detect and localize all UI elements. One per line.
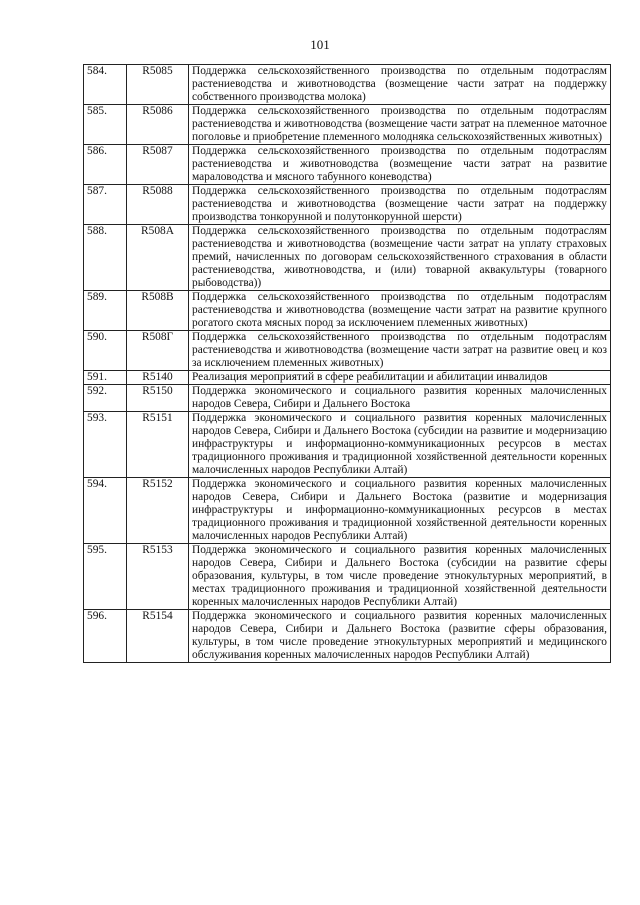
row-description: Поддержка сельскохозяйственного производства по отдельным подотраслям растениеводства и животноводства (возмещение части затрат на развитие овец и коз за исключением племенных животных) — [189, 331, 611, 371]
row-code: R508В — [127, 291, 189, 331]
table-row — [84, 145, 611, 185]
row-number: 595. — [84, 544, 127, 610]
row-number: 585. — [84, 105, 127, 145]
row-number: 584. — [84, 65, 127, 105]
row-description: Реализация мероприятий в сфере реабилитации и абилитации инвалидов — [189, 371, 611, 385]
row-code: R508Г — [127, 331, 189, 371]
table-row — [84, 65, 611, 105]
row-description: Поддержка сельскохозяйственного производства по отдельным подотраслям растениеводства и животноводства (возмещение части затрат на поддержку производства тонкорунной и полутонкорунной шерсти) — [189, 185, 611, 225]
row-number: 587. — [84, 185, 127, 225]
row-code: R5154 — [127, 610, 189, 663]
row-number: 586. — [84, 145, 127, 185]
budget-code-table — [83, 64, 611, 663]
row-description: Поддержка экономического и социального развития коренных малочисленных народов Севера, Сибири и Дальнего Востока (развитие сферы образования, культуры, в том числе проведение этнокультурных мероприятий и медицинского обслуживания коренных малочисленных народов Республики Алтай) — [189, 610, 611, 663]
row-code: R5088 — [127, 185, 189, 225]
table-row — [84, 478, 611, 544]
table-row — [84, 412, 611, 478]
table-row — [84, 225, 611, 291]
table-row — [84, 105, 611, 145]
row-number: 590. — [84, 331, 127, 371]
row-number: 589. — [84, 291, 127, 331]
row-description: Поддержка сельскохозяйственного производства по отдельным подотраслям растениеводства и животноводства (возмещение части затрат на развитие крупного рогатого скота мясных пород за исключением племенных животных) — [189, 291, 611, 331]
row-number: 594. — [84, 478, 127, 544]
table-body — [84, 65, 611, 663]
table-row — [84, 385, 611, 412]
row-code: R5151 — [127, 412, 189, 478]
row-description: Поддержка сельскохозяйственного производства по отдельным подотраслям растениеводства и животноводства (возмещение части затрат на развитие мараловодства и мясного табунного коневодства) — [189, 145, 611, 185]
table-row — [84, 185, 611, 225]
page-number: 101 — [310, 37, 330, 52]
row-description: Поддержка экономического и социального развития коренных малочисленных народов Севера, Сибири и Дальнего Востока (субсидии на развитие и модернизацию инфраструктуры и информационно-коммуникационных ресурсов в местах традиционного проживания и традиционной хозяйственной деятельности коренных малочисленных народов Республики Алтай) — [189, 412, 611, 478]
row-code: R5152 — [127, 478, 189, 544]
row-number: 592. — [84, 385, 127, 412]
row-code: R5087 — [127, 145, 189, 185]
row-code: R5085 — [127, 65, 189, 105]
row-description: Поддержка сельскохозяйственного производства по отдельным подотраслям растениеводства и животноводства (возмещение части затрат на уплату страховых премий, начисленных по договорам сельскохозяйственного страхования в области растениеводства, животноводства, и (или) товарной аквакультуры (товарного рыбоводства)) — [189, 225, 611, 291]
table-row — [84, 371, 611, 385]
table-row — [84, 544, 611, 610]
row-description: Поддержка экономического и социального развития коренных малочисленных народов Севера, Сибири и Дальнего Востока (развитие и модернизация инфраструктуры и информационно-коммуникационных ресурсов в местах традиционного проживания и традиционной хозяйственной деятельности коренных малочисленных народов Республики Алтай) — [189, 478, 611, 544]
row-code: R5140 — [127, 371, 189, 385]
row-code: R5150 — [127, 385, 189, 412]
row-number: 596. — [84, 610, 127, 663]
row-number: 591. — [84, 371, 127, 385]
table-row — [84, 331, 611, 371]
row-description: Поддержка сельскохозяйственного производства по отдельным подотраслям растениеводства и животноводства (возмещение части затрат на племенное маточное поголовье и приобретение племенного молодняка сельскохозяйственных животных) — [189, 105, 611, 145]
row-number: 588. — [84, 225, 127, 291]
row-description: Поддержка экономического и социального развития коренных малочисленных народов Севера, Сибири и Дальнего Востока (субсидии на развитие сферы образования, культуры, в том числе проведение этнокультурных мероприятий, в местах традиционного проживания и традиционной хозяйственной деятельности коренных малочисленных народов Республики Алтай) — [189, 544, 611, 610]
row-code: R5153 — [127, 544, 189, 610]
table-row — [84, 291, 611, 331]
row-number: 593. — [84, 412, 127, 478]
row-code: R5086 — [127, 105, 189, 145]
row-description: Поддержка сельскохозяйственного производства по отдельным подотраслям растениеводства и животноводства (возмещение части затрат на поддержку собственного производства молока) — [189, 65, 611, 105]
row-code: R508А — [127, 225, 189, 291]
table-row — [84, 610, 611, 663]
row-description: Поддержка экономического и социального развития коренных малочисленных народов Севера, Сибири и Дальнего Востока — [189, 385, 611, 412]
